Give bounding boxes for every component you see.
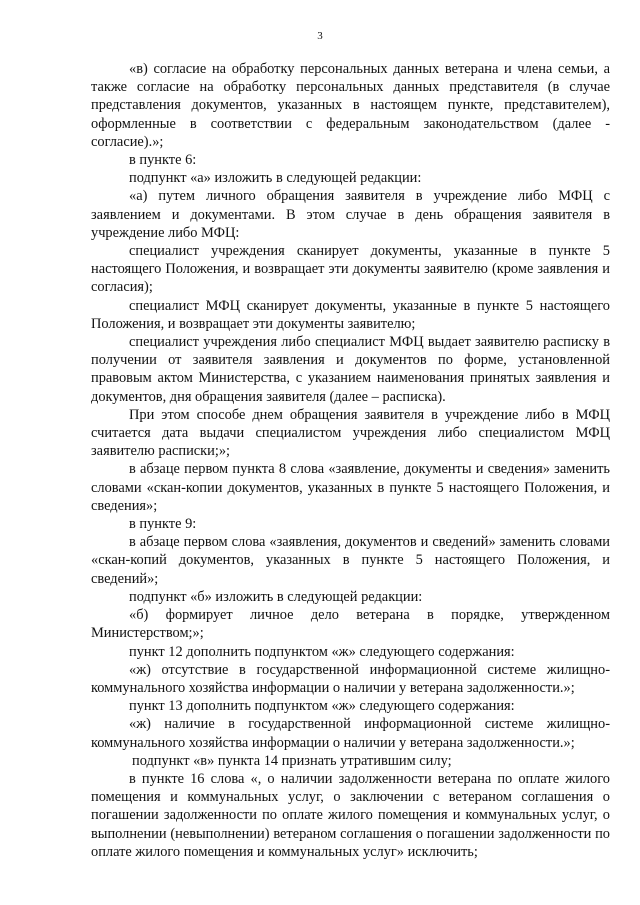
paragraph-mfc-specialist: специалист МФЦ сканирует документы, указанные в пункте 5 настоящего Положения, и возвращает эти документы заявителю;	[91, 297, 610, 332]
page-number: 3	[317, 30, 323, 42]
paragraph-subitem-a-instruction: подпункт «а» изложить в следующей редакции:	[129, 170, 422, 187]
paragraph-institution-specialist: специалист учреждения сканирует документы, указанные в пункте 5 настоящего Положения, и возвращает эти документы заявителю (кроме заявления и согласия);	[91, 243, 610, 296]
paragraph-item-12-zh: «ж) отсутствие в государственной информационной системе жилищно-коммунального хозяйства информации о наличии у ветерана задолженности.»;	[91, 661, 610, 696]
paragraph-receipt: специалист учреждения либо специалист МФЦ выдает заявителю расписку в получении от заявителя заявления и документов по форме, установленной правовым актом Министерства, с указанием наименования принятых заявления и документов, дня обращения заявителя (далее – расписка).	[91, 334, 610, 405]
paragraph-item-9-heading: в пункте 9:	[129, 516, 197, 533]
paragraph-subitem-a-text: «а) путем личного обращения заявителя в учреждение либо МФЦ с заявлением и документами. В этом случае в день обращения заявителя в учреждение либо МФЦ:	[91, 188, 610, 241]
document-body	[91, 60, 610, 861]
paragraph-consent: «в) согласие на обработку персональных данных ветерана и члена семьи, а также согласие на обработку персональных данных представителя (в случае представления документов, указанных в настоящем пункте, представителем), оформленные в соответствии с федеральным законодательством (далее - согласие).»;	[91, 61, 610, 150]
paragraph-item-9-first-abzac: в абзаце первом слова «заявления, документов и сведений» заменить словами «скан-копий документов, указанных в пункте 5 настоящего Положения, и сведений»;	[91, 534, 610, 587]
paragraph-item-14: подпункт «в» пункта 14 признать утратившим силу;	[132, 752, 452, 769]
paragraph-application-date: При этом способе днем обращения заявителя в учреждение либо в МФЦ считается дата выдачи специалистом учреждения либо специалистом МФЦ заявителю расписки;»;	[91, 406, 610, 460]
paragraph-item-12: пункт 12 дополнить подпунктом «ж» следующего содержания:	[129, 643, 515, 660]
paragraph-item-6-heading: в пункте 6:	[129, 152, 197, 169]
paragraph-item-13-zh: «ж) наличие в государственной информационной системе жилищно-коммунального хозяйства информации о наличии у ветерана задолженности.»;	[91, 716, 610, 751]
paragraph-subitem-b-text: «б) формирует личное дело ветерана в порядке, утвержденном Министерством;»;	[91, 607, 610, 642]
paragraph-subitem-b-instruction: подпункт «б» изложить в следующей редакции:	[129, 588, 423, 605]
paragraph-item-13: пункт 13 дополнить подпунктом «ж» следующего содержания:	[129, 698, 515, 715]
paragraph-item-8: в абзаце первом пункта 8 слова «заявление, документы и сведения» заменить словами «скан-копии документов, указанных в пункте 5 настоящего Положения, и сведения»;	[91, 461, 610, 514]
paragraph-item-16: в пункте 16 слова «, о наличии задолженности ветерана по оплате жилого помещения и коммунальных услуг, о заключении с ветераном соглашения о погашении задолженности по оплате жилого помещения и коммунальных услуг, о выполнении (невыполнении) ветераном соглашения о погашении задолженности по оплате жилого помещения и коммунальных услуг» исключить;	[91, 770, 610, 860]
